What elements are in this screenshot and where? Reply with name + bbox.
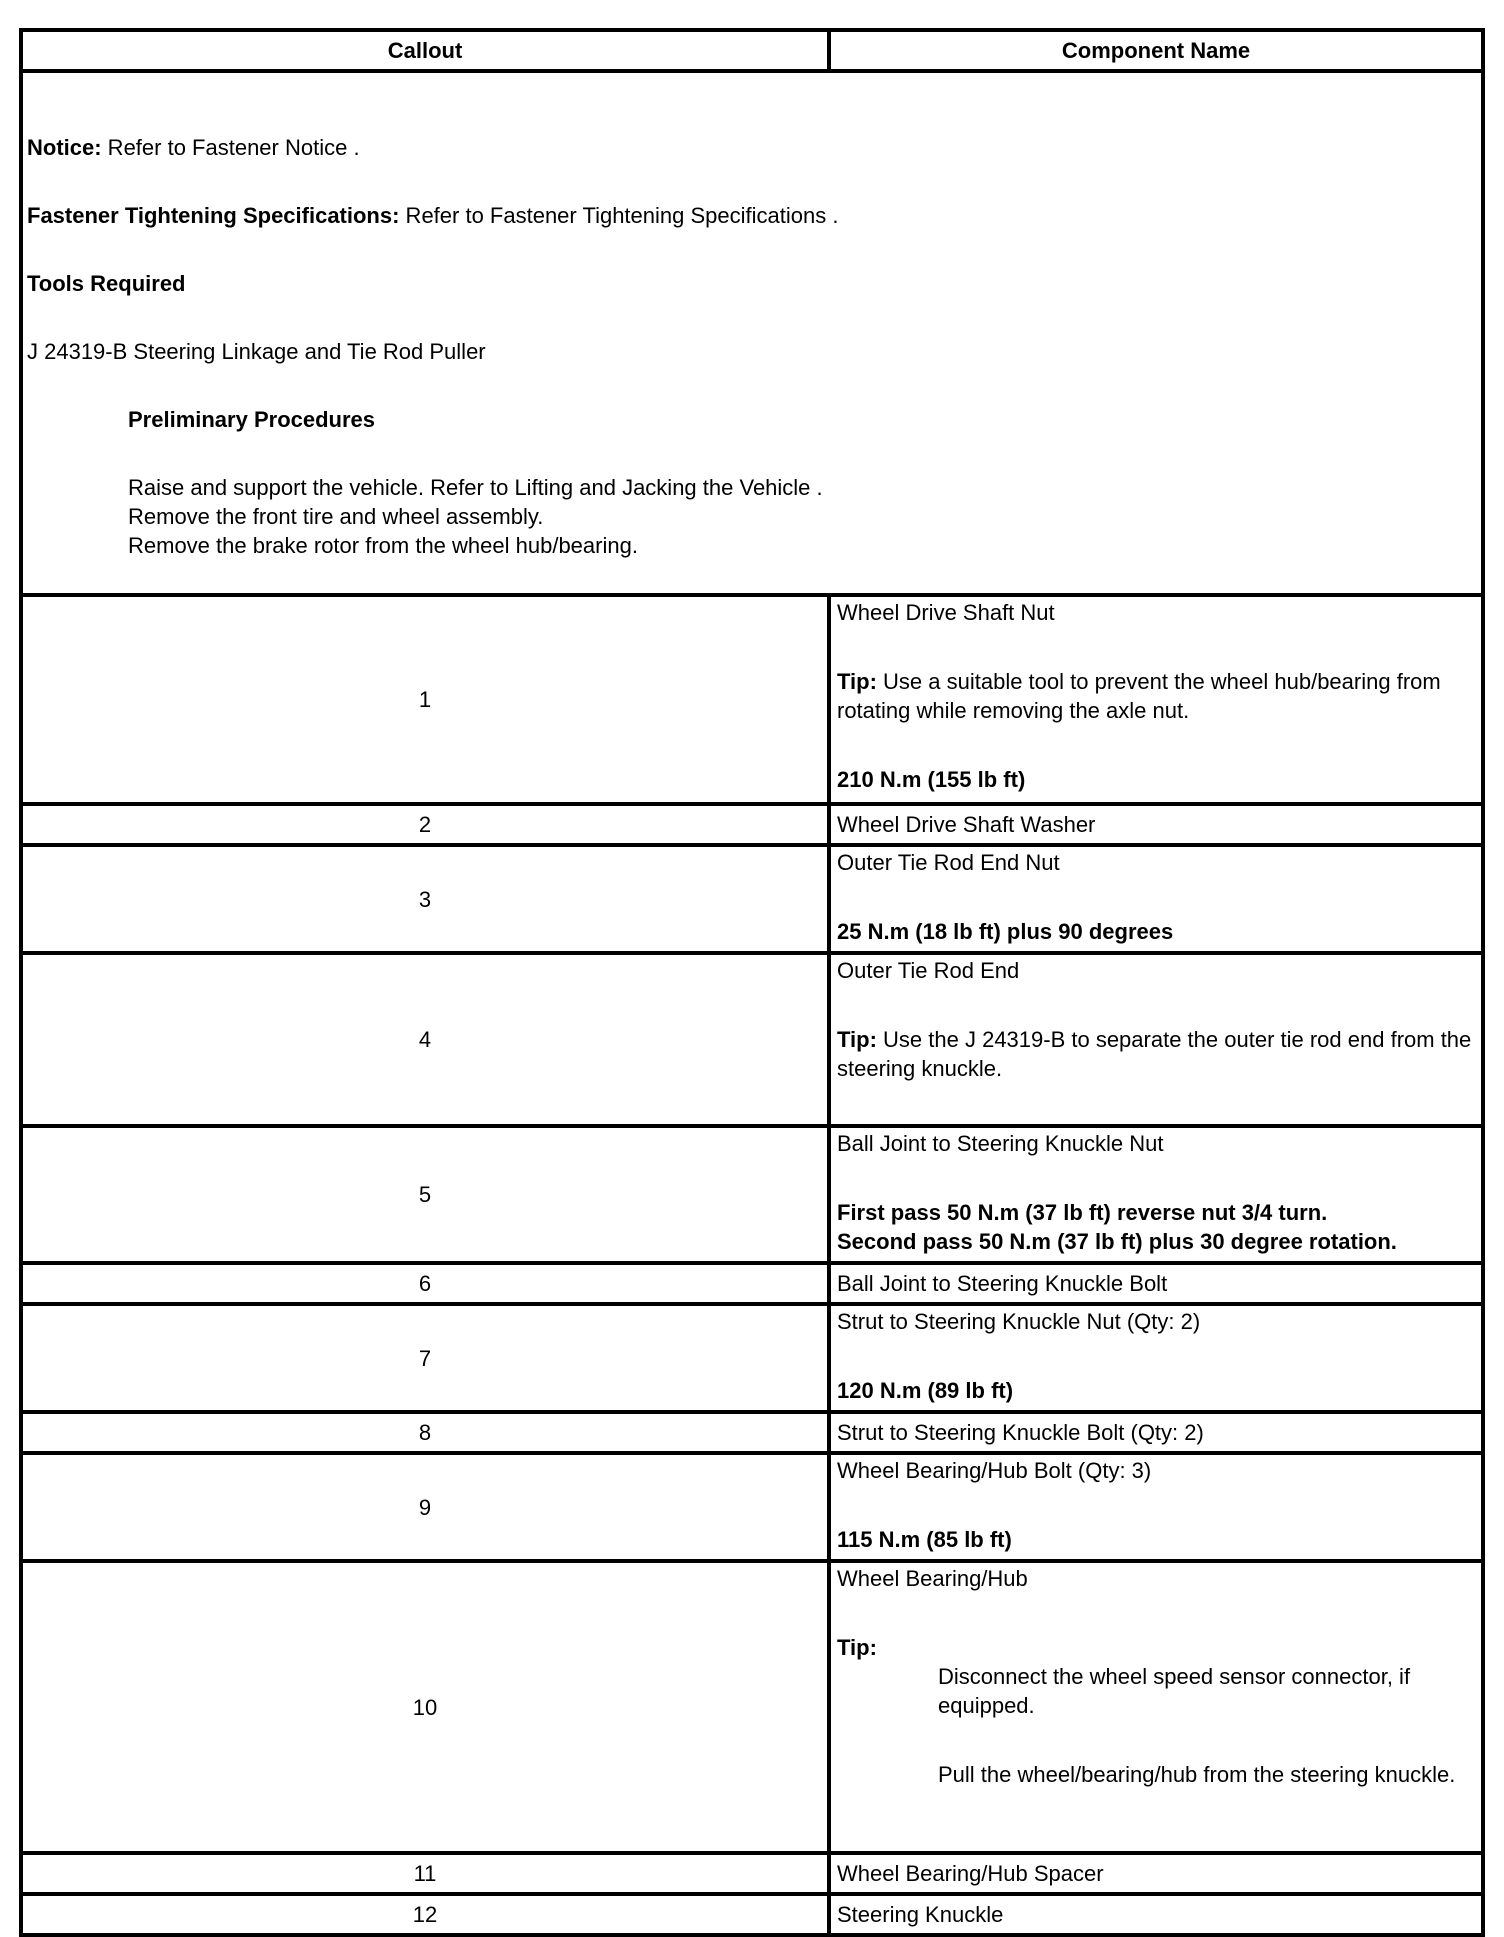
component-table — [19, 28, 1485, 1937]
torque-spec: Second pass 50 N.m (37 lb ft) plus 30 degree rotation. — [837, 1229, 1397, 1254]
callout-header: Callout — [21, 30, 829, 71]
component-cell — [829, 1304, 1483, 1412]
tip-step: Disconnect the wheel speed sensor connector, if equipped. — [938, 1664, 1411, 1718]
callout-number: 9 — [21, 1453, 829, 1561]
table-row — [21, 953, 1483, 1126]
table-row — [21, 1126, 1483, 1263]
torque-spec: 120 N.m (89 lb ft) — [837, 1378, 1014, 1403]
tip-label: Tip: — [837, 1635, 877, 1660]
table-row — [21, 1453, 1483, 1561]
tools-required-heading: Tools Required — [27, 271, 186, 296]
table-row — [21, 1263, 1483, 1304]
tip-text: Tip: Use a suitable tool to prevent the wheel hub/bearing from rotating while removing the axle nut. — [837, 669, 1441, 723]
callout-number: 3 — [21, 845, 829, 953]
table-row — [21, 804, 1483, 845]
table-row — [21, 1304, 1483, 1412]
component-cell — [829, 953, 1483, 1126]
fastener-spec-label: Fastener Tightening Specifications: — [27, 203, 400, 228]
notice-text: Refer to Fastener Notice . — [101, 135, 360, 160]
component-name: Wheel Bearing/Hub Bolt (Qty: 3) — [837, 1458, 1152, 1483]
torque-spec: 25 N.m (18 lb ft) plus 90 degrees — [837, 919, 1174, 944]
torque-spec: First pass 50 N.m (37 lb ft) reverse nut 3/4 turn. — [837, 1200, 1328, 1225]
component-name-header: Component Name — [829, 30, 1483, 71]
torque-spec: 115 N.m (85 lb ft) — [837, 1527, 1012, 1552]
table-row — [21, 1853, 1483, 1894]
fastener-spec-line — [27, 201, 1481, 230]
intro-cell — [21, 71, 1483, 595]
component-name: Wheel Bearing/Hub — [837, 1566, 1028, 1591]
tip-label: Tip: — [837, 1027, 877, 1052]
component-name: Steering Knuckle — [829, 1894, 1483, 1935]
table-row — [21, 1894, 1483, 1935]
component-name: Wheel Bearing/Hub Spacer — [829, 1853, 1483, 1894]
callout-number: 2 — [21, 804, 829, 845]
fastener-spec-text: Refer to Fastener Tightening Specifications . — [399, 203, 839, 228]
callout-number: 8 — [21, 1412, 829, 1453]
component-name: Wheel Drive Shaft Nut — [837, 600, 1055, 625]
table-row — [21, 1561, 1483, 1853]
callout-number: 7 — [21, 1304, 829, 1412]
callout-number: 11 — [21, 1853, 829, 1894]
tip-label: Tip: — [837, 669, 877, 694]
callout-number: 6 — [21, 1263, 829, 1304]
callout-number: 4 — [21, 953, 829, 1126]
callout-number: 12 — [21, 1894, 829, 1935]
tip-step: Pull the wheel/bearing/hub from the steering knuckle. — [938, 1762, 1456, 1787]
component-name: Strut to Steering Knuckle Bolt (Qty: 2) — [829, 1412, 1483, 1453]
tip-text: Tip: Use the J 24319-B to separate the outer tie rod end from the steering knuckle. — [837, 1027, 1472, 1081]
table-row — [21, 845, 1483, 953]
callout-number: 1 — [21, 595, 829, 804]
preliminary-step: Raise and support the vehicle. Refer to Lifting and Jacking the Vehicle . — [128, 475, 823, 500]
component-name: Strut to Steering Knuckle Nut (Qty: 2) — [837, 1309, 1201, 1334]
table-row — [21, 1412, 1483, 1453]
component-cell — [829, 1126, 1483, 1263]
component-cell — [829, 595, 1483, 804]
component-name: Outer Tie Rod End Nut — [837, 850, 1060, 875]
intro-row — [21, 71, 1483, 595]
table-row — [21, 595, 1483, 804]
callout-number: 10 — [21, 1561, 829, 1853]
component-name: Outer Tie Rod End — [837, 958, 1020, 983]
preliminary-step: Remove the front tire and wheel assembly. — [128, 504, 544, 529]
component-cell — [829, 1561, 1483, 1853]
notice-label: Notice: — [27, 135, 102, 160]
notice-line — [27, 133, 1481, 162]
table-header-row — [21, 30, 1483, 71]
preliminary-procedures-heading: Preliminary Procedures — [128, 407, 376, 432]
preliminary-step: Remove the brake rotor from the wheel hub/bearing. — [128, 533, 638, 558]
component-cell — [829, 1453, 1483, 1561]
tool-item: J 24319-B Steering Linkage and Tie Rod Puller — [27, 339, 486, 364]
component-name: Wheel Drive Shaft Washer — [829, 804, 1483, 845]
component-name: Ball Joint to Steering Knuckle Nut — [837, 1131, 1164, 1156]
component-name: Ball Joint to Steering Knuckle Bolt — [829, 1263, 1483, 1304]
callout-number: 5 — [21, 1126, 829, 1263]
component-cell — [829, 845, 1483, 953]
procedure-document — [19, 28, 1485, 1937]
torque-spec: 210 N.m (155 lb ft) — [837, 767, 1026, 792]
